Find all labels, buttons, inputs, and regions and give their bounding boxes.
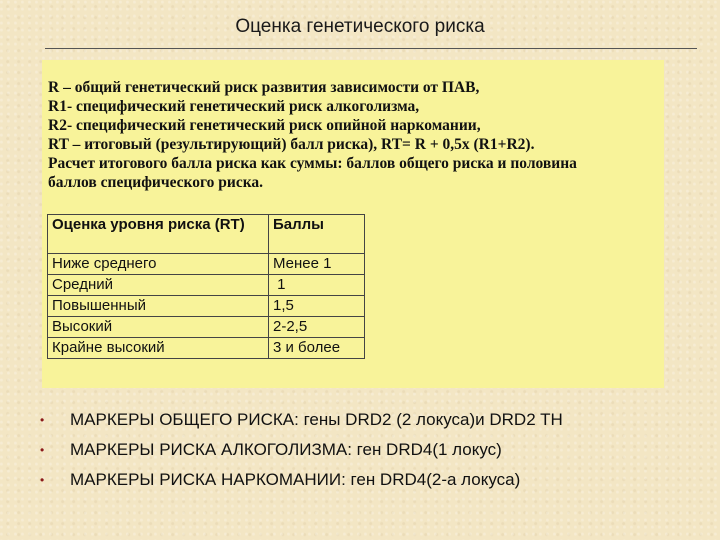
title-divider	[45, 48, 697, 49]
definition-line: баллов специфического риска.	[48, 174, 264, 191]
list-item-text: МАРКЕРЫ ОБЩЕГО РИСКА: гены DRD2 (2 локуса)и DRD2 TH	[70, 410, 563, 429]
table-row	[48, 338, 365, 359]
list-item	[40, 410, 563, 440]
definition-line: Расчет итогового балла риска как суммы: баллов общего риска и половина	[48, 155, 577, 172]
bullet-icon: •	[40, 473, 45, 487]
table-header-level: Оценка уровня риска (RT)	[48, 215, 269, 254]
table-row	[48, 275, 365, 296]
highlight-panel	[42, 60, 664, 388]
list-item	[40, 470, 563, 500]
bullet-icon: •	[40, 413, 45, 427]
slide-title: Оценка генетического риска	[235, 16, 485, 37]
table-cell-score: 1,5	[269, 296, 365, 317]
table-cell-level: Высокий	[48, 317, 269, 338]
table-cell-score: 2-2,5	[269, 317, 365, 338]
table-row	[48, 254, 365, 275]
definition-line: R1- специфический генетический риск алкоголизма,	[48, 98, 420, 115]
table-cell-level: Ниже среднего	[48, 254, 269, 275]
table-header-row	[48, 215, 365, 254]
table-cell-level: Средний	[48, 275, 269, 296]
list-item-text: МАРКЕРЫ РИСКА НАРКОМАНИИ: ген DRD4(2-а локуса)	[70, 470, 521, 489]
bullet-icon: •	[40, 443, 45, 457]
table-cell-level: Крайне высокий	[48, 338, 269, 359]
definition-line: RT – итоговый (результирующий) балл риска), RT= R + 0,5x (R1+R2).	[48, 136, 535, 153]
table-cell-level: Повышенный	[48, 296, 269, 317]
marker-list	[40, 410, 563, 500]
list-item	[40, 440, 563, 470]
definitions-paragraph	[48, 78, 660, 192]
list-item-text: МАРКЕРЫ РИСКА АЛКОГОЛИЗМА: ген DRD4(1 локус)	[70, 440, 502, 459]
table-cell-score: 1	[269, 275, 365, 296]
risk-table	[47, 214, 365, 359]
table-header-score: Баллы	[269, 215, 365, 254]
table-cell-score: 3 и более	[269, 338, 365, 359]
table-row	[48, 317, 365, 338]
table-cell-score: Менее 1	[269, 254, 365, 275]
definition-line: R2- специфический генетический риск опийной наркомании,	[48, 117, 481, 134]
table-row	[48, 296, 365, 317]
definition-line: R – общий генетический риск развития зависимости от ПАВ,	[48, 79, 480, 96]
